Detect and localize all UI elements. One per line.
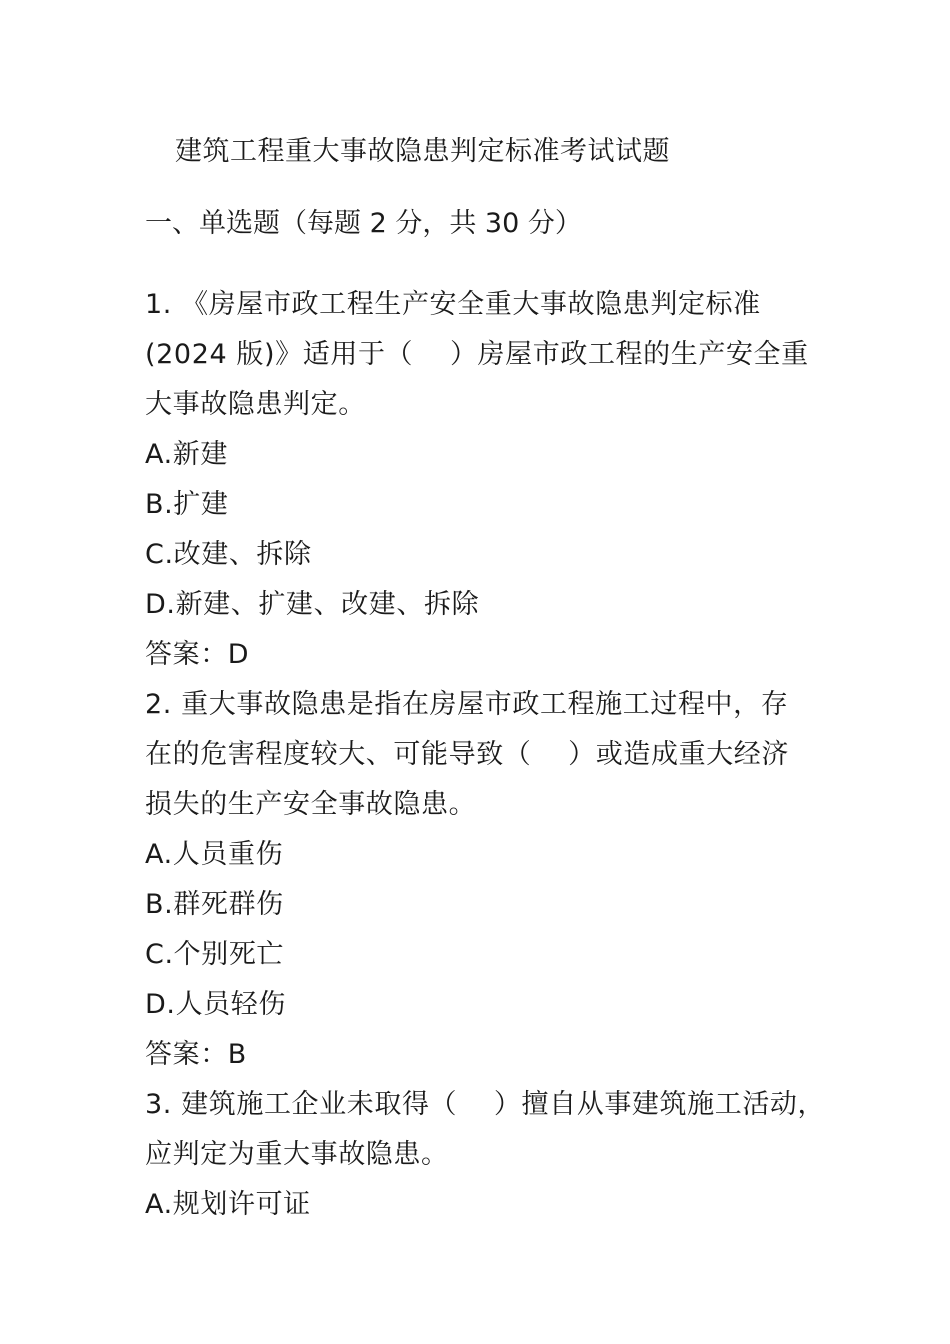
question-2 bbox=[145, 680, 835, 1080]
answer-line: 答案：B bbox=[145, 1039, 247, 1070]
question-3 bbox=[145, 1080, 835, 1230]
option-b: B.扩建 bbox=[145, 489, 229, 520]
question-stem-line: 1. 《房屋市政工程生产安全重大事故隐患判定标准 bbox=[145, 289, 761, 320]
question-stem-line: (2024 版)》适用于（ ）房屋市政工程的生产安全重 bbox=[145, 339, 809, 370]
option-a: A.人员重伤 bbox=[145, 839, 284, 870]
question-stem-line: 3. 建筑施工企业未取得（ ）擅自从事建筑施工活动， bbox=[145, 1089, 826, 1120]
option-d: D.人员轻伤 bbox=[145, 989, 286, 1020]
document-title: 建筑工程重大事故隐患判定标准考试试题 bbox=[175, 136, 670, 167]
section-heading: 一、单选题（每题 2 分，共 30 分） bbox=[145, 208, 582, 239]
option-a: A.规划许可证 bbox=[145, 1189, 311, 1220]
question-stem-line: 在的危害程度较大、可能导致（ ）或造成重大经济 bbox=[145, 739, 789, 770]
question-stem-line: 损失的生产安全事故隐患。 bbox=[145, 789, 477, 820]
option-d: D.新建、扩建、改建、拆除 bbox=[145, 589, 480, 620]
question-stem-line: 应判定为重大事故隐患。 bbox=[145, 1139, 449, 1170]
option-c: C.个别死亡 bbox=[145, 939, 285, 970]
question-list bbox=[145, 280, 835, 1230]
option-c: C.改建、拆除 bbox=[145, 539, 312, 570]
option-a: A.新建 bbox=[145, 439, 228, 470]
question-1 bbox=[145, 280, 835, 680]
question-stem-line: 2. 重大事故隐患是指在房屋市政工程施工过程中，存 bbox=[145, 689, 789, 720]
option-b: B.群死群伤 bbox=[145, 889, 284, 920]
answer-line: 答案：D bbox=[145, 639, 250, 670]
question-stem-line: 大事故隐患判定。 bbox=[145, 389, 366, 420]
